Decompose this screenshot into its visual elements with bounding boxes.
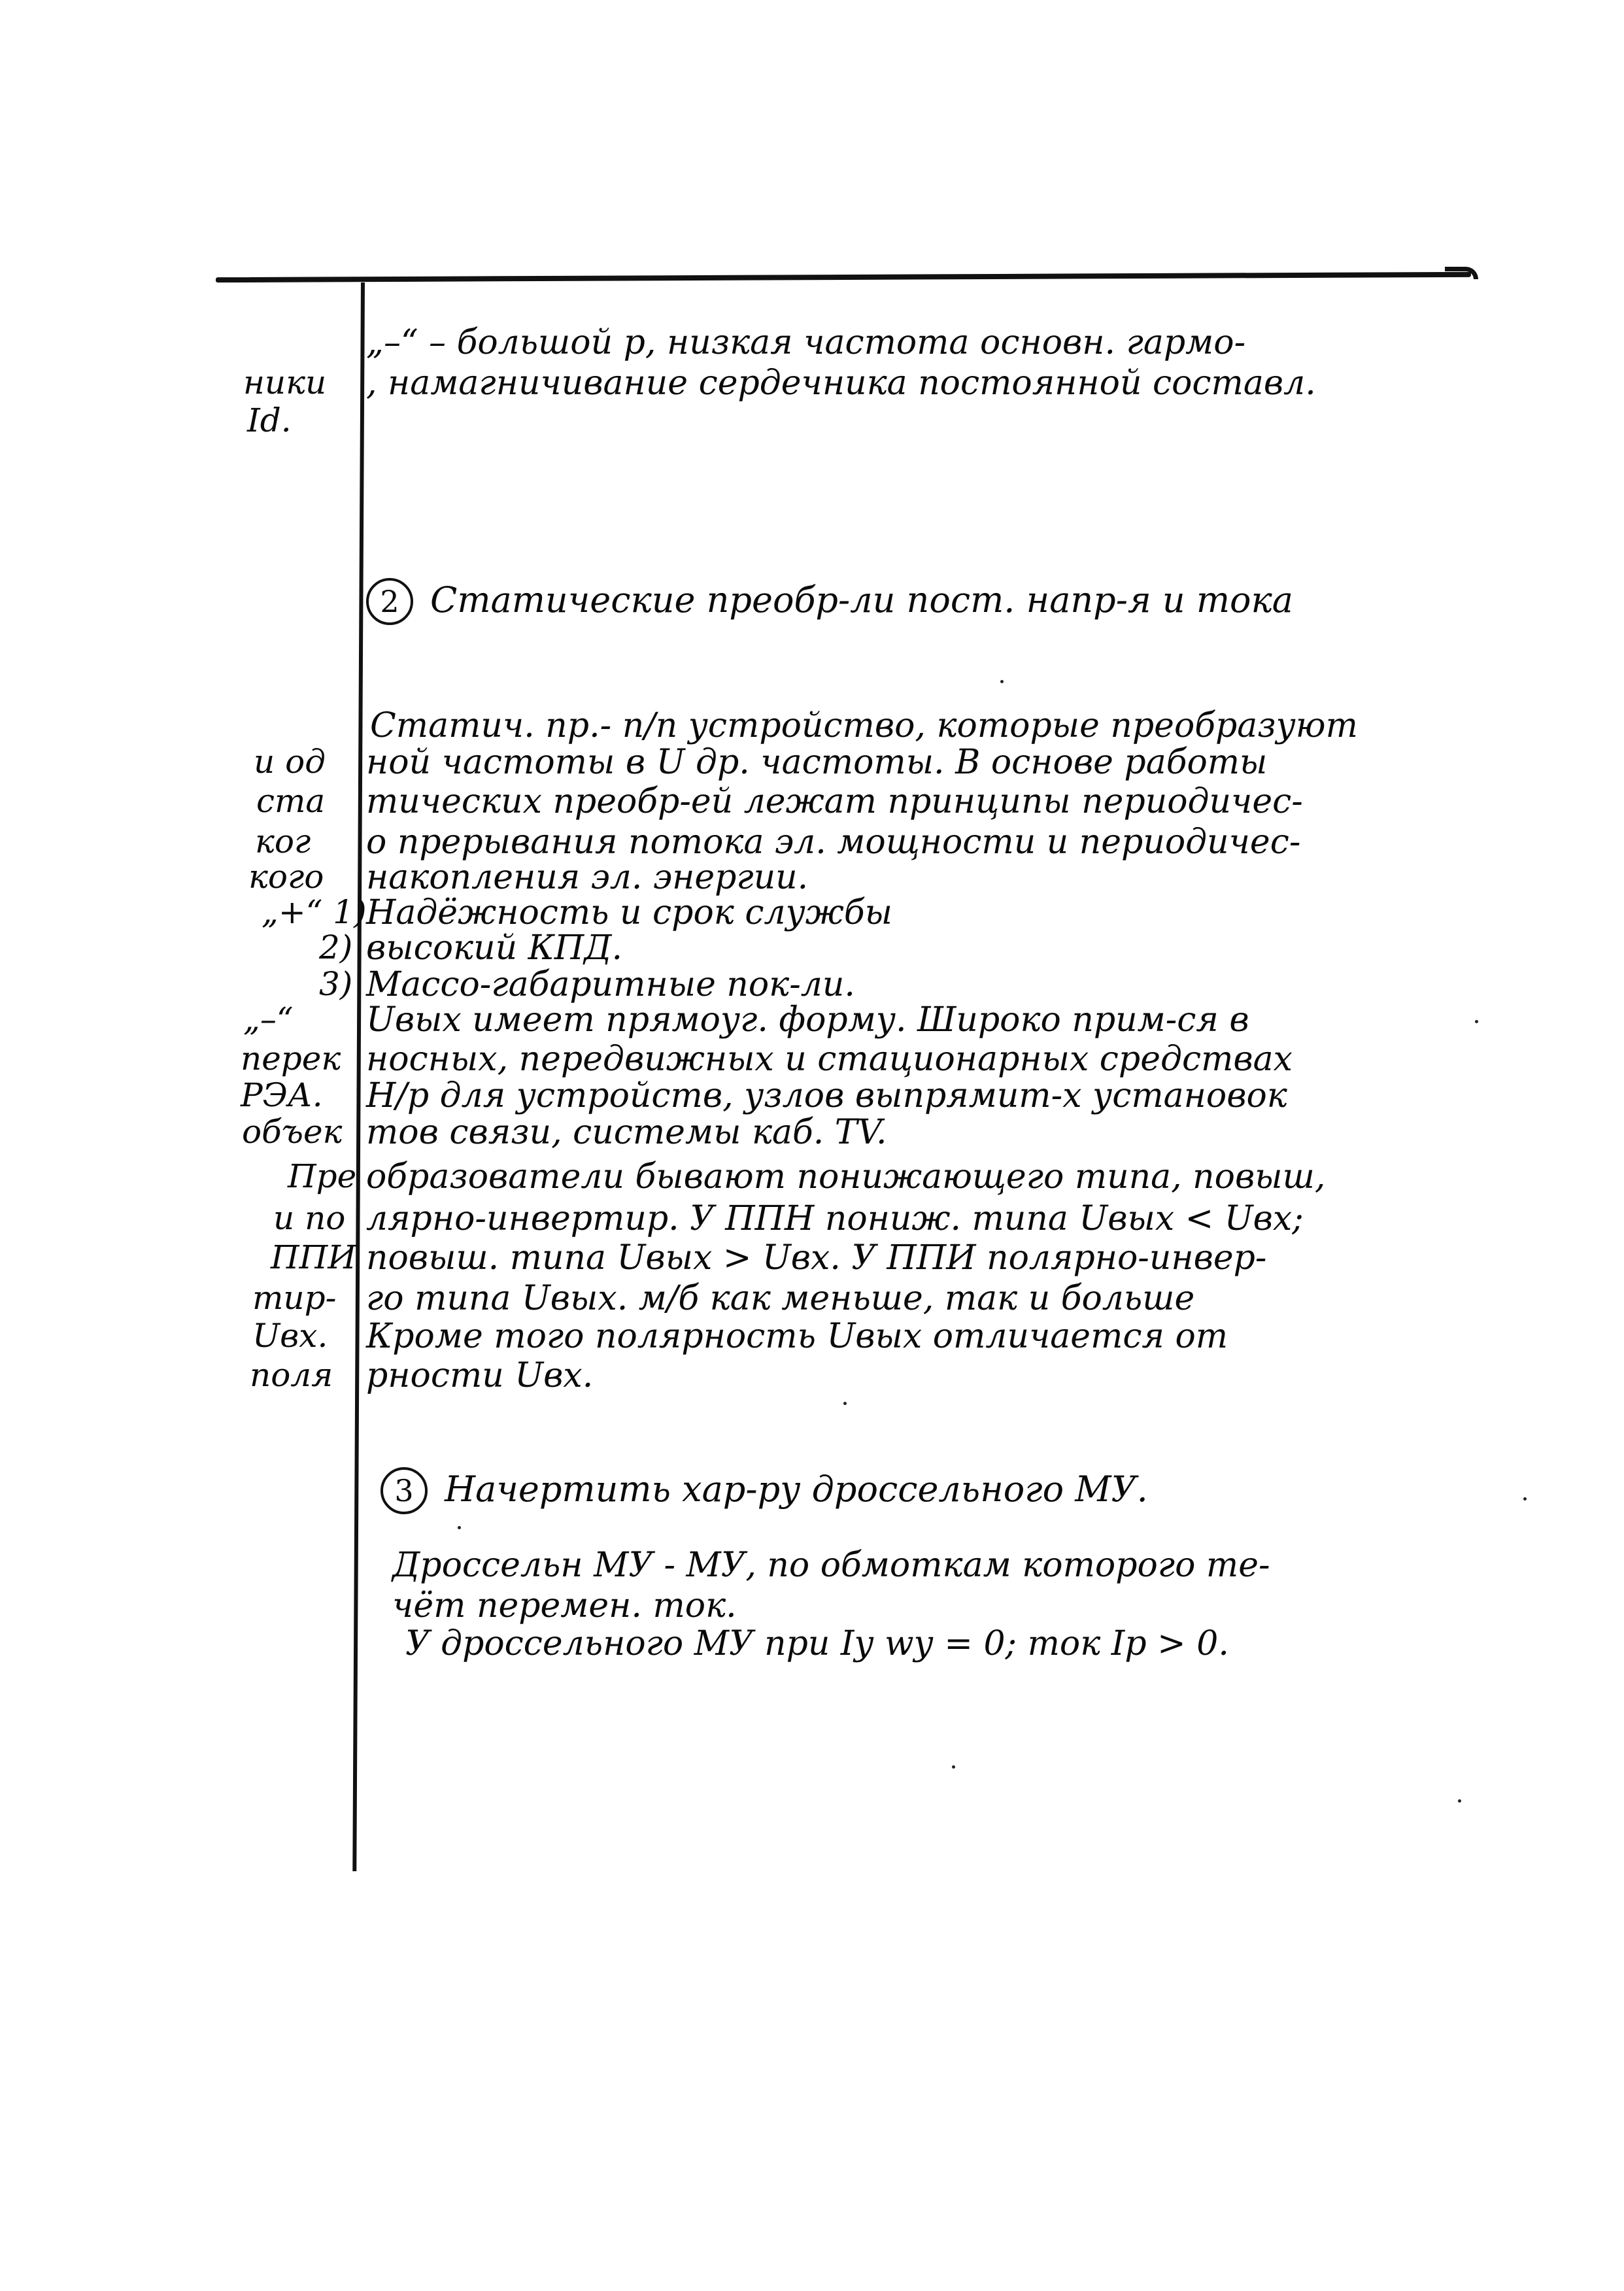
list-item: Надёжность и срок службы bbox=[366, 893, 892, 932]
margin-note: и по bbox=[273, 1199, 346, 1237]
list-item: Массо-габаритные пок-ли. bbox=[366, 965, 855, 1004]
speck bbox=[458, 1526, 461, 1529]
speck bbox=[952, 1765, 955, 1769]
margin-note: перек bbox=[241, 1040, 341, 1078]
text-line: ной частоты в U др. частоты. В основе работы bbox=[366, 743, 1268, 782]
list-item: высокий КПД. bbox=[366, 928, 623, 968]
margin-note: объек bbox=[242, 1113, 343, 1151]
margin-note: Пре bbox=[288, 1157, 357, 1195]
text-line: Кроме того полярность Uвых отличается от bbox=[366, 1317, 1228, 1356]
section-title: Начертить хар-ру дроссельного МУ. bbox=[445, 1468, 1148, 1510]
margin-note: тир- bbox=[252, 1279, 337, 1317]
margin-note: „+“ 1) bbox=[262, 893, 367, 931]
text-line: Н/р для устройств, узлов выпрямит-х установок bbox=[366, 1076, 1287, 1115]
margin-rule-line bbox=[352, 282, 365, 1871]
text-line: чёт перемен. ток. bbox=[392, 1586, 737, 1625]
text-line: , намагничивание сердечника постоянной составл. bbox=[366, 364, 1316, 403]
section-heading-3 bbox=[381, 1467, 1148, 1514]
margin-note: 3) bbox=[319, 965, 353, 1003]
speck bbox=[1000, 680, 1004, 683]
margin-note: ники bbox=[243, 364, 327, 401]
margin-note: Id. bbox=[247, 401, 292, 439]
text-line: тических преобр-ей лежат принципы периодичес- bbox=[366, 782, 1303, 821]
section-number-circle: 2 bbox=[366, 578, 413, 625]
margin-note: Uвх. bbox=[252, 1317, 328, 1355]
text-line: Статич. пр.- п/п устройство, которые преобразуют bbox=[370, 706, 1358, 745]
text-line: образователи бывают понижающего типа, повыш, bbox=[366, 1157, 1326, 1196]
section-title: Статические преобр-ли пост. напр-я и тока bbox=[430, 579, 1293, 620]
speck bbox=[1458, 1799, 1461, 1803]
text-line: о прерывания потока эл. мощности и периодичес- bbox=[366, 823, 1301, 862]
margin-note: кого bbox=[248, 858, 324, 896]
text-line: накопления эл. энергии. bbox=[366, 858, 809, 897]
section-heading-2 bbox=[366, 578, 1293, 625]
margin-note: „–“ bbox=[243, 1000, 294, 1038]
margin-note: поля bbox=[250, 1356, 333, 1394]
margin-note: ста bbox=[256, 782, 326, 820]
margin-note: 2) bbox=[319, 928, 353, 966]
margin-note: и од bbox=[254, 743, 326, 781]
text-line: „–“ – большой р, низкая частота основн. гармо- bbox=[366, 323, 1246, 362]
text-line: повыш. типа Uвых > Uвх. У ППИ полярно-инвер- bbox=[366, 1238, 1267, 1278]
margin-note: ППИ bbox=[271, 1238, 356, 1276]
speck bbox=[843, 1402, 847, 1405]
text-line: Uвых имеет прямоуг. форму. Широко прим-ся в bbox=[366, 1000, 1249, 1040]
text-line: У дроссельного МУ при Iу wу = 0; ток Iр > 0. bbox=[405, 1624, 1229, 1663]
top-rule-line bbox=[216, 272, 1471, 282]
margin-note: РЭА. bbox=[241, 1076, 323, 1114]
speck bbox=[1523, 1497, 1527, 1501]
section-number-circle: 3 bbox=[381, 1467, 428, 1514]
text-line: носных, передвижных и стационарных средствах bbox=[366, 1040, 1293, 1079]
text-line: Дроссельн МУ - МУ, по обмоткам которого те- bbox=[392, 1546, 1270, 1585]
speck bbox=[1475, 1020, 1478, 1023]
margin-note: ког bbox=[255, 823, 311, 860]
top-rule-hook bbox=[1445, 267, 1478, 279]
text-line: тов связи, системы каб. TV. bbox=[366, 1113, 887, 1152]
text-line: рности Uвх. bbox=[366, 1356, 594, 1395]
text-line: лярно-инвертир. У ППН пониж. типа Uвых < Uвх; bbox=[366, 1199, 1304, 1238]
text-line: го типа Uвых. м/б как меньше, так и больше bbox=[366, 1279, 1195, 1318]
